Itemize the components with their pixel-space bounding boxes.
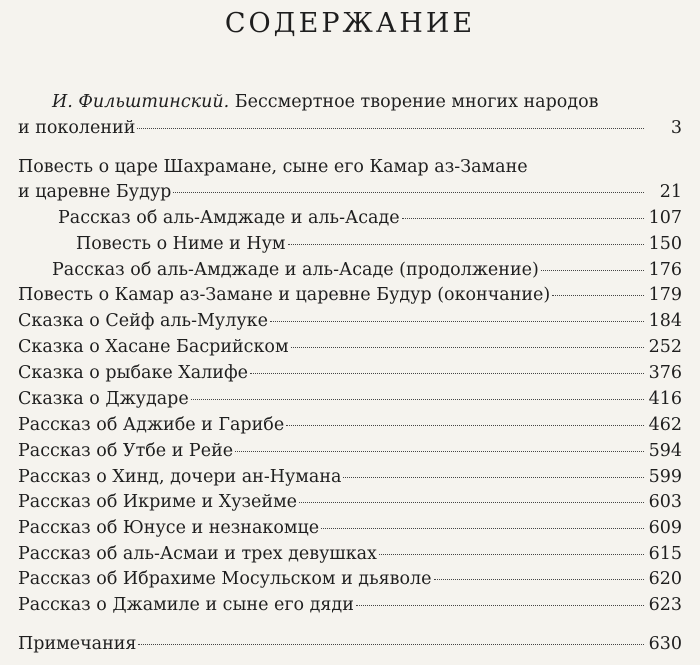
dot-leader	[321, 528, 644, 529]
toc-entry[interactable]	[18, 180, 682, 204]
toc-page-number: 21	[659, 182, 682, 202]
dot-leader	[270, 321, 644, 322]
toc-page-number: 3	[670, 118, 682, 138]
toc-entry[interactable]	[18, 593, 682, 617]
dot-leader	[173, 192, 644, 193]
dot-leader	[288, 244, 644, 245]
toc-page-number: 462	[648, 415, 682, 435]
toc-entry[interactable]	[18, 309, 682, 333]
toc-entry-label: и царевне Будур	[18, 182, 172, 202]
toc-entry[interactable]	[18, 465, 682, 489]
toc-page-number: 609	[648, 518, 682, 538]
toc-entry[interactable]	[76, 232, 682, 256]
toc-entry[interactable]	[18, 283, 682, 307]
toc-entry-label: Рассказ об аль-Асмаи и трех девушках	[18, 544, 377, 564]
dot-leader	[434, 579, 645, 580]
toc-page-number: 594	[648, 441, 682, 461]
dot-leader	[541, 270, 644, 271]
toc-entry-line1	[52, 90, 599, 114]
toc-entry-label: Рассказ об Икриме и Хузейме	[18, 492, 298, 512]
toc-entry-label: Сказка о Джударе	[18, 389, 189, 409]
toc-page-number: 623	[648, 595, 682, 615]
toc-page-number: 150	[648, 234, 682, 254]
dot-leader	[299, 502, 644, 503]
dot-leader	[343, 477, 644, 478]
toc-page-number: 630	[648, 634, 682, 654]
toc-entry-line1	[18, 155, 528, 179]
toc-entry[interactable]	[58, 206, 682, 230]
toc-entry[interactable]	[18, 567, 682, 591]
toc-entry-label: Повесть о Камар аз-Замане и царевне Будур (окончание)	[18, 285, 551, 305]
toc-entry-label: Сказка о Хасане Басрийском	[18, 337, 289, 357]
dot-leader	[356, 605, 644, 606]
toc-page-number: 184	[648, 311, 682, 331]
toc-entry[interactable]	[18, 632, 682, 656]
toc-entry[interactable]	[18, 516, 682, 540]
dot-leader	[286, 425, 644, 426]
toc-entry[interactable]	[18, 361, 682, 385]
toc-author: И. Фильштинский.	[52, 92, 230, 112]
toc-entry-label: Повесть о Ниме и Нум	[76, 234, 286, 254]
toc-entry[interactable]	[18, 490, 682, 514]
toc-page-number: 176	[648, 260, 682, 280]
toc-page-number: 107	[648, 208, 682, 228]
toc-entry-label: и поколений	[18, 118, 136, 138]
dot-leader	[137, 128, 644, 129]
toc-entry-label: Рассказ об Юнусе и незнакомце	[18, 518, 320, 538]
toc-entry-label: Сказка о рыбаке Халифе	[18, 363, 249, 383]
dot-leader	[402, 218, 644, 219]
toc-entry-label: Рассказ о Хинд, дочери ан-Нумана	[18, 467, 342, 487]
toc-page-number: 620	[648, 569, 682, 589]
toc-page-number: 416	[648, 389, 682, 409]
toc-page-number: 615	[648, 544, 682, 564]
toc-entry-label: Сказка о Сейф аль-Мулуке	[18, 311, 268, 331]
dot-leader	[291, 347, 644, 348]
dot-leader	[552, 295, 644, 296]
toc-entry-label: Рассказ об аль-Амджаде и аль-Асаде	[58, 208, 400, 228]
toc-entry[interactable]	[18, 335, 682, 359]
toc-entry-label: Рассказ о Джамиле и сыне его дяди	[18, 595, 354, 615]
toc-entry-label: Бессмертное творение многих народов	[234, 92, 599, 112]
toc-entry[interactable]	[18, 413, 682, 437]
toc-entry-label: Рассказ об Аджибе и Гарибе	[18, 415, 285, 435]
page-title: СОДЕРЖАНИЕ	[224, 8, 476, 39]
toc-entry[interactable]	[18, 542, 682, 566]
toc-entry-label: Рассказ об Ибрахиме Мосульском и дьяволе	[18, 569, 432, 589]
dot-leader	[235, 451, 644, 452]
toc-entry-label: Рассказ об Утбе и Рейе	[18, 441, 234, 461]
dot-leader	[138, 644, 644, 645]
toc-entry-label: Повесть о царе Шахрамане, сыне его Камар аз-Замане	[18, 157, 528, 177]
toc-entry[interactable]	[18, 387, 682, 411]
dot-leader	[379, 554, 644, 555]
dot-leader	[250, 373, 644, 374]
toc-page-number: 252	[648, 337, 682, 357]
toc-page-number: 599	[648, 467, 682, 487]
toc-page-number: 179	[648, 285, 682, 305]
toc-entry[interactable]	[18, 439, 682, 463]
toc-entry-label: Рассказ об аль-Амджаде и аль-Асаде (продолжение)	[52, 260, 539, 280]
toc-entry-label: Примечания	[18, 634, 137, 654]
toc-entry[interactable]	[18, 116, 682, 140]
dot-leader	[191, 399, 644, 400]
toc-page-number: 603	[648, 492, 682, 512]
toc-entry[interactable]	[52, 258, 682, 282]
toc-page-number: 376	[648, 363, 682, 383]
